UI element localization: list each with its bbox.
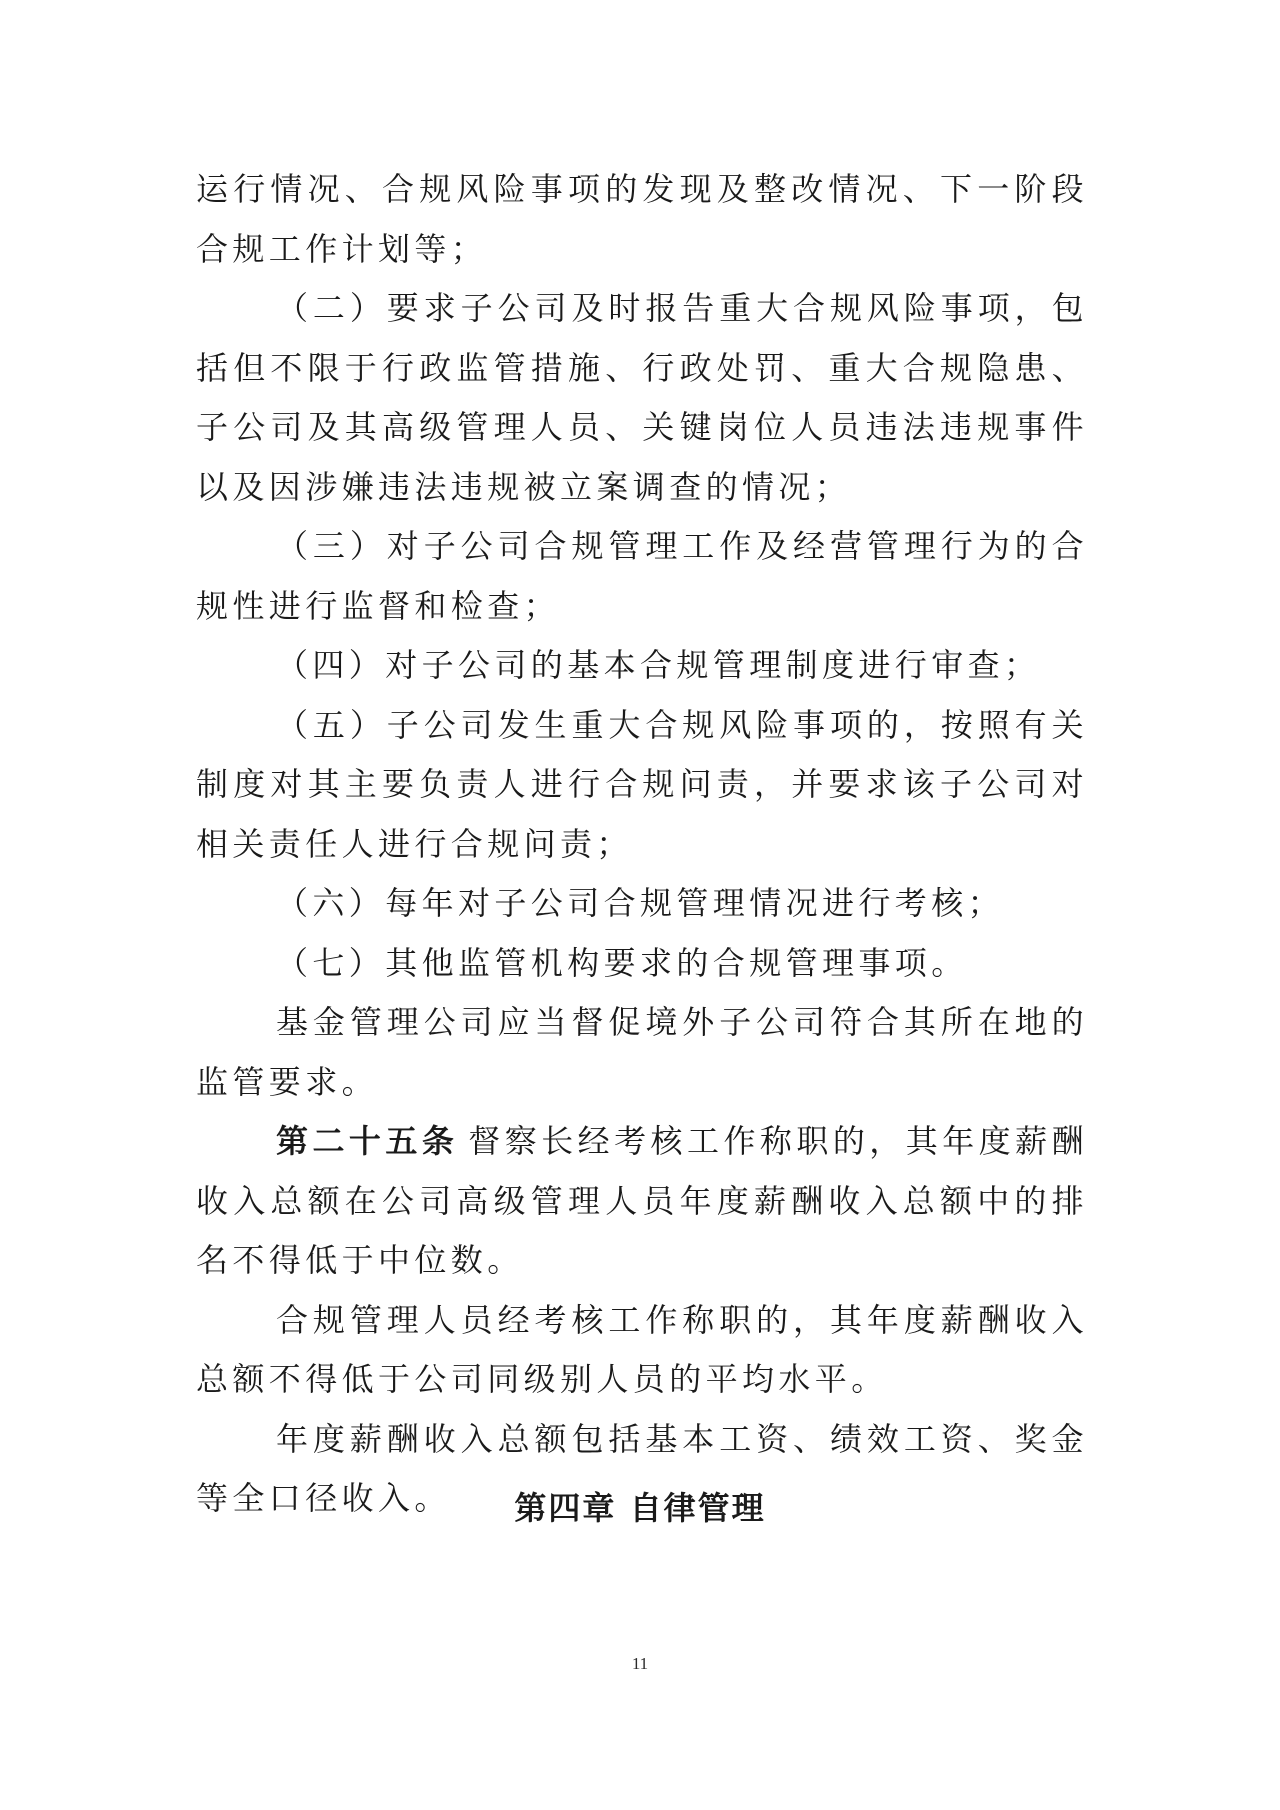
list-item-4: （四）对子公司的基本合规管理制度进行审查；	[276, 646, 1041, 684]
paragraph-overseas-subsidiary: 基金管理公司应当督促境外子公司符合其所在地的监管要求。	[196, 1003, 1088, 1101]
document-body	[196, 160, 1088, 1529]
list-item-5: （五）子公司发生重大合规风险事项的，按照有关制度对其主要负责人进行合规问责，并要求该子公司对相关责任人进行合规问责；	[196, 705, 1088, 863]
list-item-2: （二）要求子公司及时报告重大合规风险事项，包括但不限于行政监管措施、行政处罚、重大合规隐患、子公司及其高级管理人员、关键岗位人员违法违规事件以及因涉嫌违法违规被立案调查的情况；	[196, 289, 1088, 506]
list-item-7: （七）其他监管机构要求的合规管理事项。	[276, 943, 968, 982]
paragraph-compliance-staff-pay: 合规管理人员经考核工作称职的，其年度薪酬收入总额不得低于公司同级别人员的平均水平。	[196, 1300, 1088, 1398]
article-25	[196, 1112, 1088, 1291]
list-item-3: （三）对子公司合规管理工作及经营管理行为的合规性进行监督和检查；	[196, 527, 1088, 625]
page-number: 11	[631, 1654, 649, 1673]
chapter-title: 第四章 自律管理	[514, 1489, 766, 1527]
paragraph-continuation: 运行情况、合规风险事项的发现及整改情况、下一阶段合规工作计划等；	[196, 170, 1088, 268]
paragraph-pay-definition: 年度薪酬收入总额包括基本工资、绩效工资、奖金等全口径收入。	[196, 1419, 1088, 1517]
article-number: 第二十五条	[276, 1122, 459, 1160]
article-25-text: 督察长经考核工作称职的，其年度薪酬收入总额在公司高级管理人员年度薪酬收入总额中的排名不得低于中位数。	[196, 1122, 1088, 1279]
list-item-6: （六）每年对子公司合规管理情况进行考核；	[276, 884, 1005, 922]
